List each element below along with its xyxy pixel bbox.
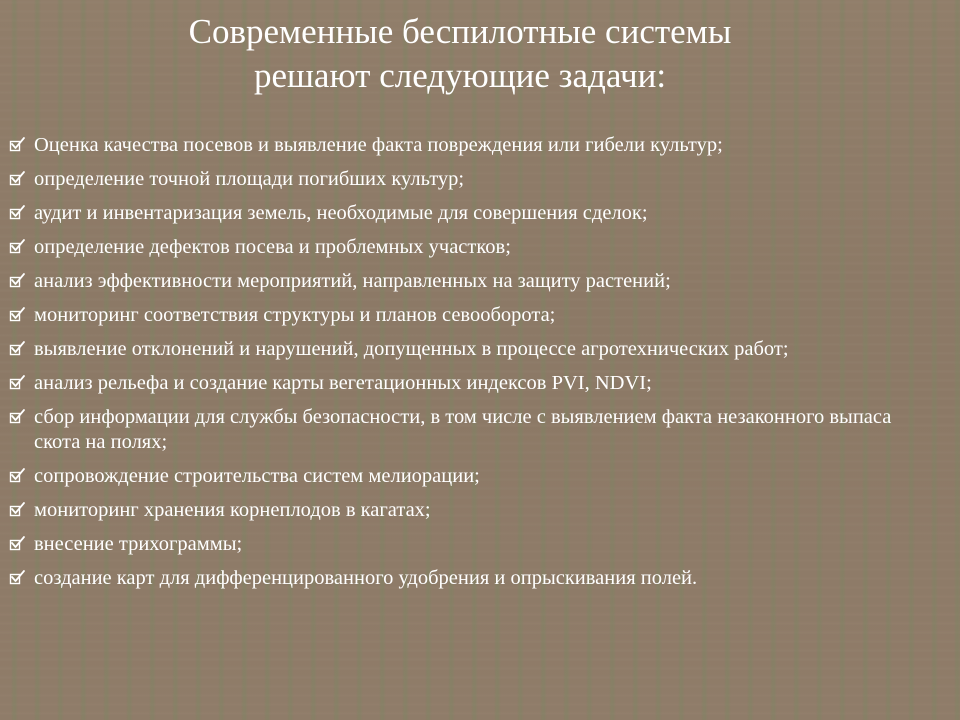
list-item <box>8 167 916 192</box>
list-item-text: мониторинг соответствия структуры и планов севооборота; <box>34 304 556 326</box>
slide-title <box>0 10 920 98</box>
list-item <box>8 201 916 226</box>
list-item-text: сбор информации для службы безопасности, в том числе с выявлением факта незаконного выпаса скота на полях; <box>34 406 892 453</box>
checkbox-check-icon <box>8 501 26 519</box>
list-item-text: аудит и инвентаризация земель, необходимые для совершения сделок; <box>34 202 648 224</box>
list-item <box>8 303 916 328</box>
checkbox-check-icon <box>8 340 26 358</box>
list-item-text: выявление отклонений и нарушений, допущенных в процессе агротехнических работ; <box>34 338 789 360</box>
checkbox-check-icon <box>8 408 26 426</box>
list-item <box>8 371 916 396</box>
task-list <box>8 133 916 600</box>
list-item-text: сопровождение строительства систем мелиорации; <box>34 465 480 487</box>
list-item-text: определение точной площади погибших культур; <box>34 168 465 190</box>
list-item-text: анализ рельефа и создание карты вегетационных индексов PVI, NDVI; <box>34 372 652 394</box>
checkbox-check-icon <box>8 204 26 222</box>
list-item <box>8 133 916 158</box>
checkbox-check-icon <box>8 374 26 392</box>
list-item-text: мониторинг хранения корнеплодов в кагатах; <box>34 499 431 521</box>
checkbox-check-icon <box>8 535 26 553</box>
checkbox-check-icon <box>8 467 26 485</box>
checkbox-check-icon <box>8 136 26 154</box>
list-item <box>8 269 916 294</box>
checkbox-check-icon <box>8 238 26 256</box>
list-item-text: создание карт для дифференцированного удобрения и опрыскивания полей. <box>34 567 698 589</box>
list-item <box>8 498 916 523</box>
slide-title-line-1: Современные беспилотные системы <box>188 12 732 51</box>
list-item-text: Оценка качества посевов и выявление факта повреждения или гибели культур; <box>34 134 723 156</box>
checkbox-check-icon <box>8 306 26 324</box>
checkbox-check-icon <box>8 569 26 587</box>
list-item-text: определение дефектов посева и проблемных участков; <box>34 236 511 258</box>
list-item-text: анализ эффективности мероприятий, направленных на защиту растений; <box>34 270 671 292</box>
list-item <box>8 532 916 557</box>
checkbox-check-icon <box>8 170 26 188</box>
list-item <box>8 405 916 455</box>
list-item <box>8 566 916 591</box>
list-item <box>8 337 916 362</box>
list-item <box>8 464 916 489</box>
list-item-text: внесение трихограммы; <box>34 533 243 555</box>
list-item <box>8 235 916 260</box>
checkbox-check-icon <box>8 272 26 290</box>
slide-title-line-2: решают следующие задачи: <box>253 56 667 95</box>
